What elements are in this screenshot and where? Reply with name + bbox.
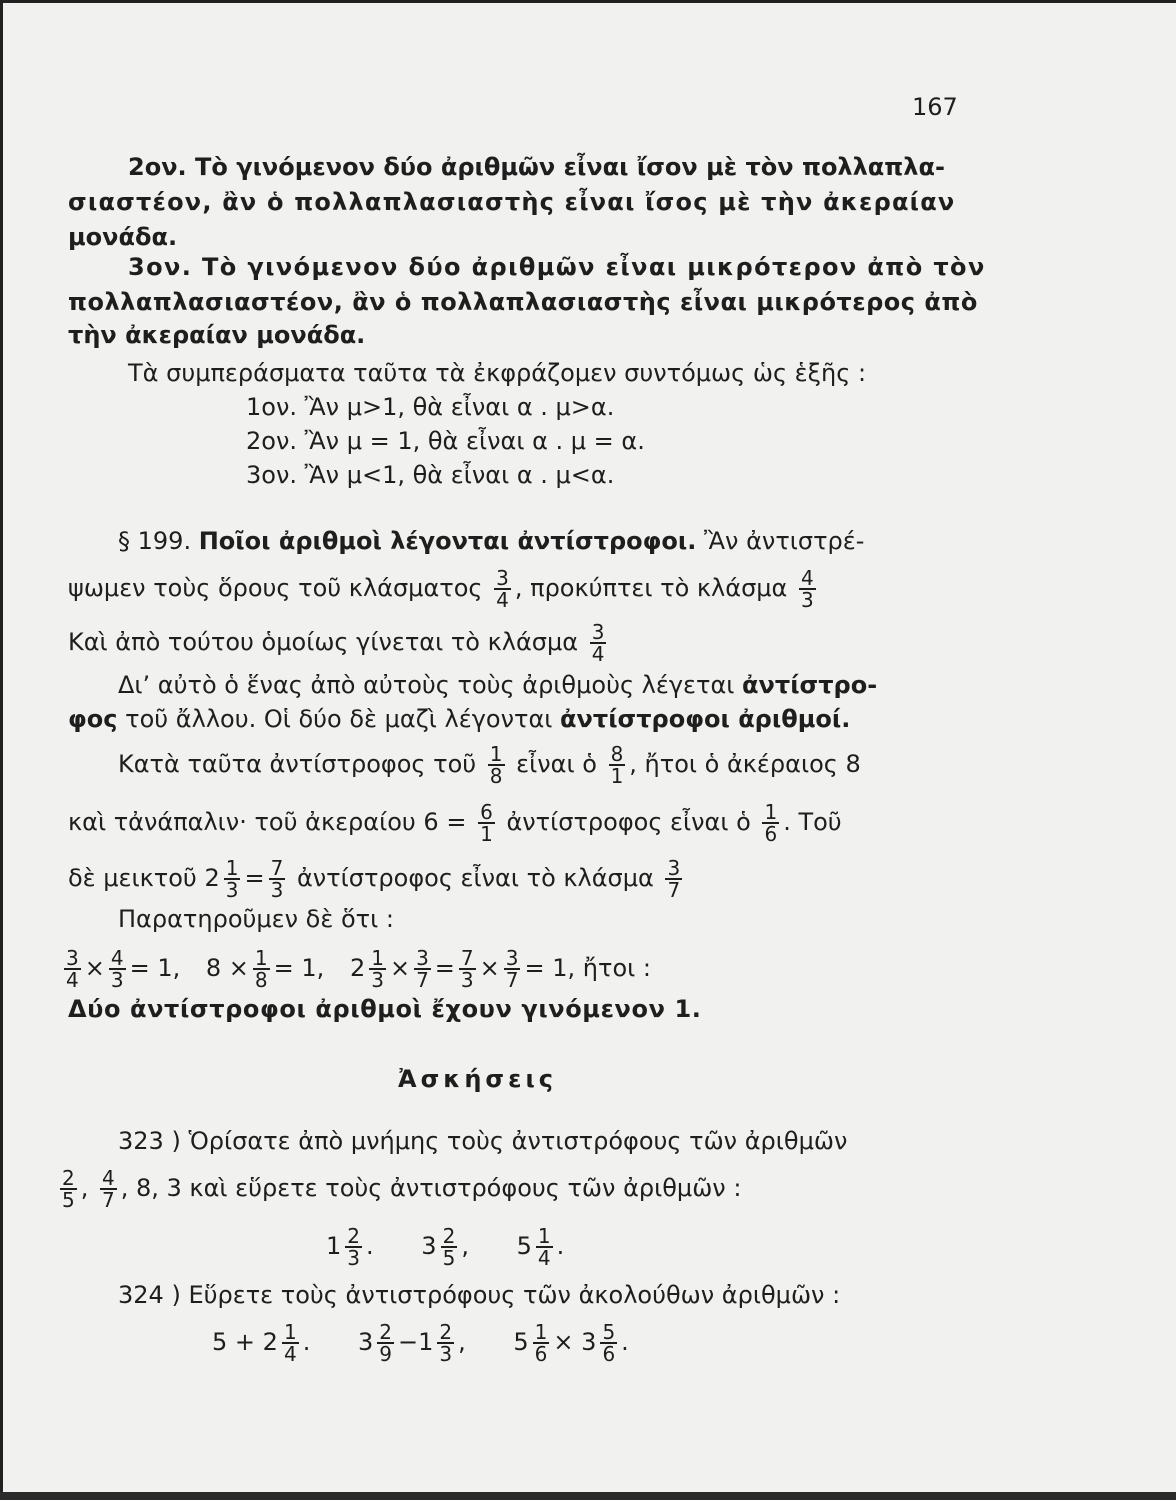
whole-2: 2: [262, 1328, 278, 1356]
exercise-323-text: Ὁρίσατε ἀπὸ μνήμης τοὺς ἀντιστρόφους τῶν ἀριθμῶν: [188, 1127, 848, 1155]
section-line-5-b: τοῦ ἄλλου. Οἱ δύο δὲ μαζὶ λέγονται: [125, 705, 553, 733]
section-line-6-a: Κατὰ ταῦτα ἀντίστροφος τοῦ: [118, 750, 477, 778]
summary-intro: Τὰ συμπεράσματα ταῦτα τὰ ἐκφράζομεν συντόμως ὡς ἑξῆς :: [128, 359, 867, 387]
whole-3: 3: [357, 1328, 374, 1356]
result-one: 1,: [552, 954, 576, 982]
exercise-323-line-2: $\frac{2}{5}$ , $\frac{4}{7}$ , 8, 3 καὶ εὕρετε τοὺς ἀντιστρόφους τῶν ἀριθμῶν :: [62, 1166, 742, 1212]
equals-sign: =: [434, 954, 455, 982]
section-line-4: [118, 670, 877, 700]
exercise-323-number: 323 ): [118, 1127, 181, 1155]
p2-line-1-text: 2ον. Τὸ γινόμενον δύο ἀριθμῶν εἶναι ἴσον μὲ τὸν πολλαπλα-: [128, 153, 945, 181]
fraction-1-3: $\frac{1}{3}$: [225, 856, 239, 902]
exercise-323-numbers: 1 $\frac{2}{3}$ . 3 $\frac{2}{5}$ , 5 $\frac{1}{4}$ .: [326, 1224, 565, 1270]
whole-5: 5: [513, 1328, 529, 1356]
section-line-3-a: Καὶ ἀπὸ τούτου ὁμοίως γίνεται τὸ κλάσμα: [68, 628, 579, 656]
whole-1: 1: [418, 1328, 434, 1356]
fraction-4-3: $\frac{4}{3}$: [801, 566, 814, 612]
exercise-324-text: Εὕρετε τοὺς ἀντιστρόφους τῶν ἀκολούθων ἀριθμῶν :: [188, 1281, 841, 1309]
section-line-4-a: Δι’ αὐτὸ ὁ ἕνας ἀπὸ αὐτοὺς τοὺς ἀριθμοὺς λέγεται: [118, 671, 735, 699]
fraction-1-6: $\frac{1}{6}$: [534, 1320, 548, 1366]
section-line-2-b: , προκύπτει τὸ κλάσμα: [514, 574, 788, 602]
page-top-border: [0, 0, 1176, 3]
section-line-8-a: δὲ μεικτοῦ 2: [68, 864, 220, 892]
section-line-1-rest: Ἂν ἀντιστρέ-: [704, 527, 865, 555]
section-line-9: Παρατηροῦμεν δὲ ὅτι :: [118, 905, 394, 933]
p3-line-1: 3ον. Τὸ γινόμενον δύο ἀριθμῶν εἶναι μικρότερον ἀπὸ τὸν: [128, 253, 986, 281]
times-sign: ×: [84, 954, 105, 982]
section-line-2: [68, 568, 820, 610]
fraction-1-6: $\frac{1}{6}$: [764, 800, 778, 846]
section-line-6: [118, 744, 861, 786]
times-sign: ×: [553, 1328, 574, 1356]
term-antistrofoi-arithmoi: ἀντίστροφοι ἀριθμοί.: [560, 705, 851, 733]
page-bottom-border: [0, 1492, 1176, 1500]
whole-3: 3: [581, 1328, 597, 1356]
fraction-2-9: $\frac{2}{9}$: [379, 1320, 392, 1366]
section-line-7-c: . Τοῦ: [783, 808, 842, 836]
section-line-6-b: εἶναι ὁ: [516, 750, 597, 778]
exercise-324: [118, 1280, 840, 1310]
section-line-8-c: ἀντίστροφος εἶναι τὸ κλάσμα: [296, 864, 654, 892]
equals-sign: =: [524, 954, 545, 982]
exercise-323-line-2-text: 8, 3 καὶ εὕρετε τοὺς ἀντιστρόφους τῶν ἀριθμῶν :: [136, 1174, 742, 1202]
p2-line-2: σιαστέον, ἂν ὁ πολλαπλασιαστὴς εἶναι ἴσος μὲ τὴν ἀκεραίαν: [68, 188, 956, 216]
equation-end: ἤτοι :: [582, 954, 651, 982]
product-equation: [60, 948, 651, 990]
equals-sign: =: [244, 864, 265, 892]
whole-1: 1: [326, 1232, 342, 1260]
times-sign: ×: [479, 954, 500, 982]
exercise-324-numbers: 5 + 2 $\frac{1}{4}$ . 3 $\frac{2}{9}$ −1 $\frac{2}{3}$ , 5 $\frac{1}{6}$ × 3 $\frac{5}{6}$ .: [212, 1320, 629, 1366]
rule-1: 1ον. Ἂν μ>1, θὰ εἶναι α . μ>α.: [246, 393, 615, 421]
p3-line-3: τὴν ἀκεραίαν μονάδα.: [68, 321, 366, 349]
page-number: 167: [912, 93, 958, 121]
page-left-border: [0, 0, 3, 1500]
fraction-2-3: $\frac{2}{3}$: [439, 1320, 453, 1366]
fraction-1-4: $\frac{1}{4}$: [537, 1224, 551, 1270]
exercise-323: [118, 1126, 847, 1156]
minus-sign: −: [397, 1328, 419, 1356]
p2-line-1: [128, 152, 950, 182]
fraction-1-4: $\frac{1}{4}$: [283, 1320, 297, 1366]
fraction-3-7: $\frac{3}{7}$: [667, 856, 681, 902]
section-199-heading: [118, 526, 864, 556]
section-line-2-a: ψωμεν τοὺς ὅρους τοῦ κλάσματος: [68, 574, 483, 602]
section-line-8: [68, 858, 686, 900]
whole-5: 5: [516, 1232, 532, 1260]
section-line-6-c: , ἤτοι ὁ ἀκέραιος 8: [629, 750, 861, 778]
fraction-7-3: $\frac{7}{3}$: [460, 946, 474, 992]
term-antistrofos: ἀντίστρο-: [742, 671, 878, 699]
conclusion: Δύο ἀντίστροφοι ἀριθμοὶ ἔχουν γινόμενον 1.: [68, 995, 702, 1023]
fraction-2-5: $\frac{2}{5}$: [442, 1224, 456, 1270]
fraction-1-3: $\frac{1}{3}$: [371, 946, 384, 992]
whole-2: 2: [349, 954, 366, 982]
fraction-7-3: $\frac{7}{3}$: [270, 856, 284, 902]
rule-2: 2ον. Ἂν μ = 1, θὰ εἶναι α . μ = α.: [246, 427, 645, 455]
whole-3: 3: [421, 1232, 437, 1260]
fraction-4-3: $\frac{4}{3}$: [110, 946, 124, 992]
section-line-7-a: καὶ τἀνάπαλιν· τοῦ ἀκεραίου 6 =: [68, 808, 467, 836]
fraction-1-8: $\frac{1}{8}$: [489, 742, 503, 788]
exercise-324-number: 324 ): [118, 1281, 181, 1309]
times-sign: ×: [228, 954, 249, 982]
fraction-2-3: $\frac{2}{3}$: [347, 1224, 361, 1270]
whole-5: 5: [212, 1328, 228, 1356]
fraction-3-7: $\frac{3}{7}$: [505, 946, 519, 992]
fraction-6-1: $\frac{6}{1}$: [480, 800, 493, 846]
result-one: 1,: [301, 954, 325, 982]
fraction-3-4: $\frac{3}{4}$: [496, 566, 509, 612]
rule-3: 3ον. Ἂν μ<1, θὰ εἶναι α . μ<α.: [246, 461, 615, 489]
equals-sign: =: [273, 954, 294, 982]
fraction-4-7: $\frac{4}{7}$: [102, 1166, 115, 1212]
section-line-5: [68, 704, 850, 734]
section-number: § 199.: [118, 527, 192, 555]
fraction-2-5: $\frac{2}{5}$: [62, 1166, 75, 1212]
term-fos: φος: [68, 705, 118, 733]
fraction-3-4: $\frac{3}{4}$: [66, 946, 79, 992]
fraction-3-4: $\frac{3}{4}$: [591, 620, 605, 666]
fraction-3-7: $\frac{3}{7}$: [416, 946, 429, 992]
equals-sign: =: [129, 954, 150, 982]
section-title: Ποῖοι ἀριθμοὶ λέγονται ἀντίστροφοι.: [198, 527, 697, 555]
section-line-3: [68, 622, 610, 664]
section-line-7: [68, 802, 842, 844]
p3-line-2: πολλαπλασιαστέον, ἂν ὁ πολλαπλασιαστὴς εἶναι μικρότερος ἀπὸ: [68, 288, 978, 316]
fraction-8-1: $\frac{8}{1}$: [610, 742, 624, 788]
fraction-5-6: $\frac{5}{6}$: [602, 1320, 616, 1366]
fraction-1-8: $\frac{1}{8}$: [254, 946, 268, 992]
plus-sign: +: [234, 1328, 256, 1356]
times-sign: ×: [389, 954, 411, 982]
p2-line-3: μονάδα.: [68, 223, 178, 251]
whole-8: 8: [205, 954, 222, 982]
exercises-heading: Ἀσκήσεις: [398, 1065, 558, 1093]
section-line-7-b: ἀντίστροφος εἶναι ὁ: [506, 808, 751, 836]
result-one: 1,: [157, 954, 181, 982]
